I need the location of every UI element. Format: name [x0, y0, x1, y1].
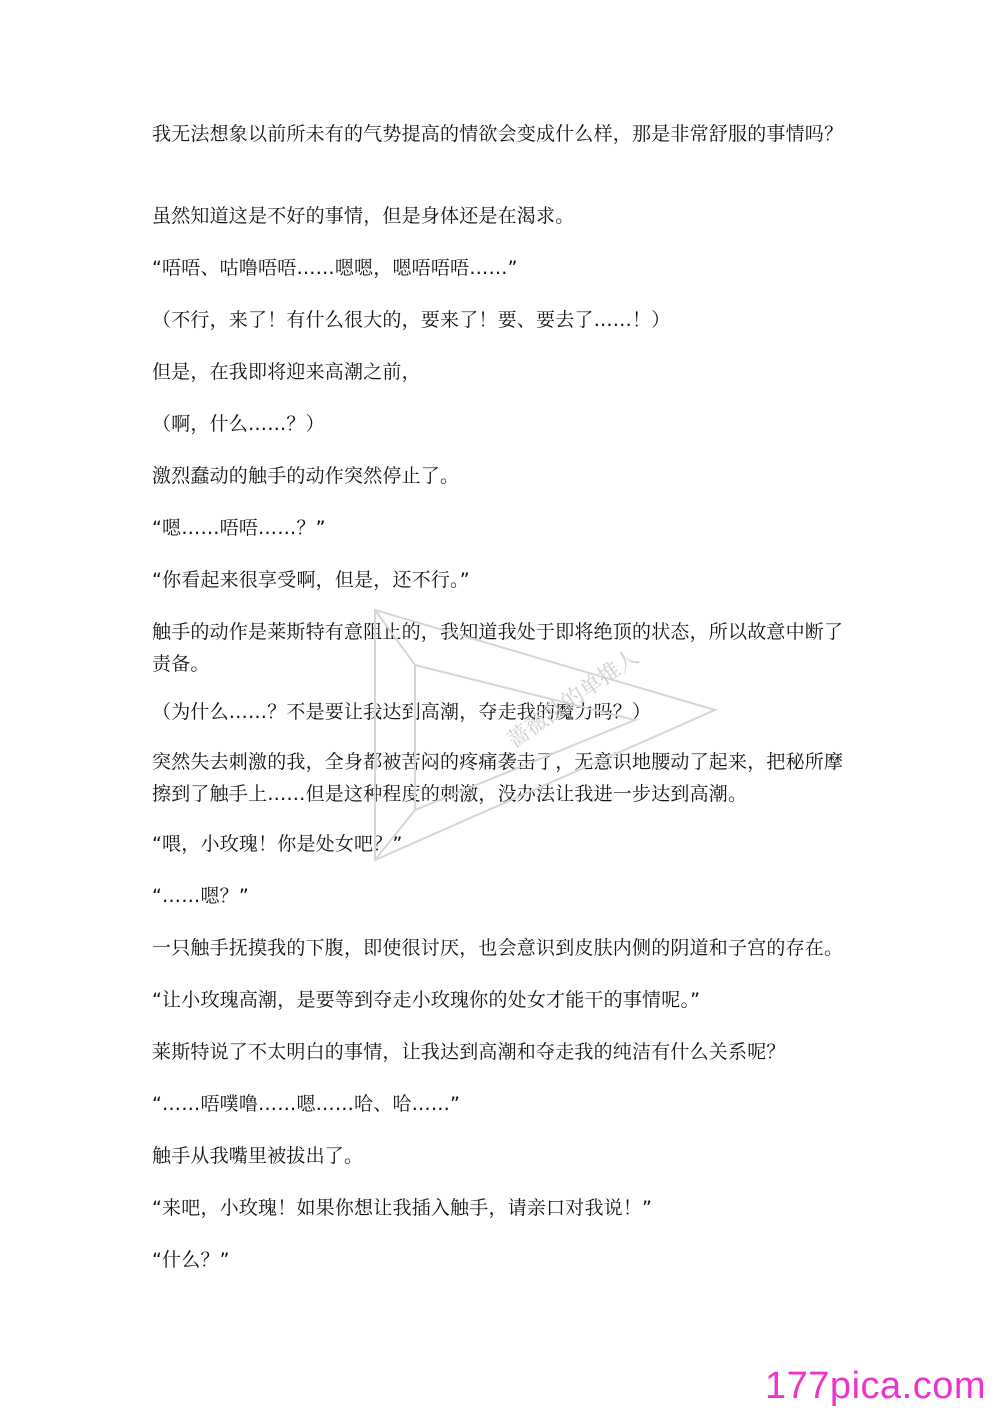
paragraph-7: 激烈蠢动的触手的动作突然停止了。	[152, 465, 460, 487]
paragraph-1: 我无法想象以前所未有的气势提高的情欲会变成什么样，那是非常舒服的事情吗？	[152, 123, 844, 145]
paragraph-8: “嗯……唔唔……？”	[152, 517, 326, 539]
paragraph-4: （不行，来了！有什么很大的，要来了！要、要去了……！）	[152, 309, 671, 331]
paragraph-2: 虽然知道这是不好的事情，但是身体还是在渴求。	[152, 205, 575, 227]
paragraph-10: 触手的动作是莱斯特有意阻止的，我知道我处于即将绝顶的状态，所以故意中断了责备。	[152, 621, 844, 675]
paragraph-13: “喂，小玫瑰！你是处女吧？”	[152, 833, 403, 855]
paragraph-11: （为什么……？不是要让我达到高潮，夺走我的魔力吗？）	[152, 701, 652, 723]
paragraph-5: 但是，在我即将迎来高潮之前，	[152, 361, 421, 383]
paragraph-20: “来吧，小玫瑰！如果你想让我插入触手，请亲口对我说！”	[152, 1197, 653, 1219]
paragraph-12: 突然失去刺激的我，全身都被苦闷的疼痛袭击了，无意识地腰动了起来，把秘所摩擦到了触手上……但是这种程度的刺激，没办法让我进一步达到高潮。	[152, 751, 844, 805]
paragraph-16: “让小玫瑰高潮，是要等到夺走小玫瑰你的处女才能干的事情呢。”	[152, 989, 701, 1011]
paragraph-14: “……嗯？”	[152, 885, 249, 907]
paragraph-18: “……唔噗噜……嗯……哈、哈……”	[152, 1093, 461, 1115]
paragraph-3: “唔唔、咕噜唔唔……嗯嗯，嗯唔唔唔……”	[152, 257, 518, 279]
paragraph-9: “你看起来很享受啊，但是，还不行。”	[152, 569, 470, 591]
paragraph-6: （啊，什么……？）	[152, 413, 325, 435]
paragraph-19: 触手从我嘴里被拔出了。	[152, 1145, 364, 1167]
site-logo: 177pica.com	[765, 1365, 986, 1407]
paragraph-17: 莱斯特说了不太明白的事情，让我达到高潮和夺走我的纯洁有什么关系呢？	[152, 1041, 786, 1063]
watermark-text: 蔷薇乱的单推人	[503, 644, 644, 754]
paragraph-15: 一只触手抚摸我的下腹，即使很讨厌，也会意识到皮肤内侧的阴道和子宫的存在。	[152, 937, 844, 959]
paragraph-21: “什么？”	[152, 1249, 230, 1271]
